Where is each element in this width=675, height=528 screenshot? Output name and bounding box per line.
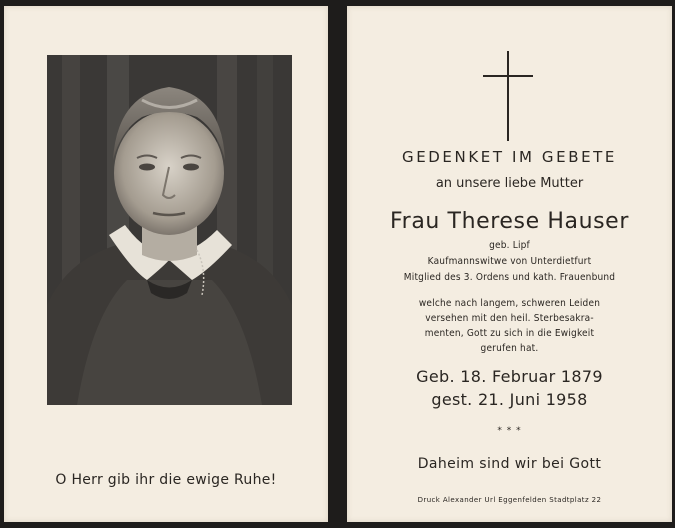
closing-line: Daheim sind wir bei Gott [417, 456, 602, 472]
portrait-image [47, 55, 292, 405]
memorial-card-left [4, 6, 328, 522]
membership-line: Mitglied des 3. Ordens und kath. Frauenbund [403, 272, 616, 283]
subheading: an unsere liebe Mutter [435, 176, 584, 191]
death-date: gest. 21. Juni 1958 [431, 390, 588, 409]
text-line: versehen mit den heil. Sterbesakra- [425, 313, 594, 324]
portrait-photo [47, 55, 292, 405]
heading: GEDENKET IM GEBETE [401, 148, 618, 166]
printer-credit: Druck Alexander Url Eggenfelden Stadtplatz 22 [417, 496, 602, 504]
birth-date: Geb. 18. Februar 1879 [416, 367, 603, 386]
cross-icon [483, 51, 533, 141]
prayer-caption: O Herr gib ihr die ewige Ruhe! [55, 472, 277, 488]
role-line: Kaufmannswitwe von Unterdietfurt [427, 256, 592, 267]
stars-ornament: * * * [497, 426, 522, 436]
deceased-name: Frau Therese Hauser [390, 209, 629, 234]
text-line: welche nach langem, schweren Leiden [418, 298, 601, 309]
text-line: menten, Gott zu sich in die Ewigkeit [424, 328, 595, 339]
memorial-card-right [347, 6, 672, 522]
maiden-name: geb. Lipf [489, 240, 530, 251]
text-line: gerufen hat. [480, 343, 539, 354]
